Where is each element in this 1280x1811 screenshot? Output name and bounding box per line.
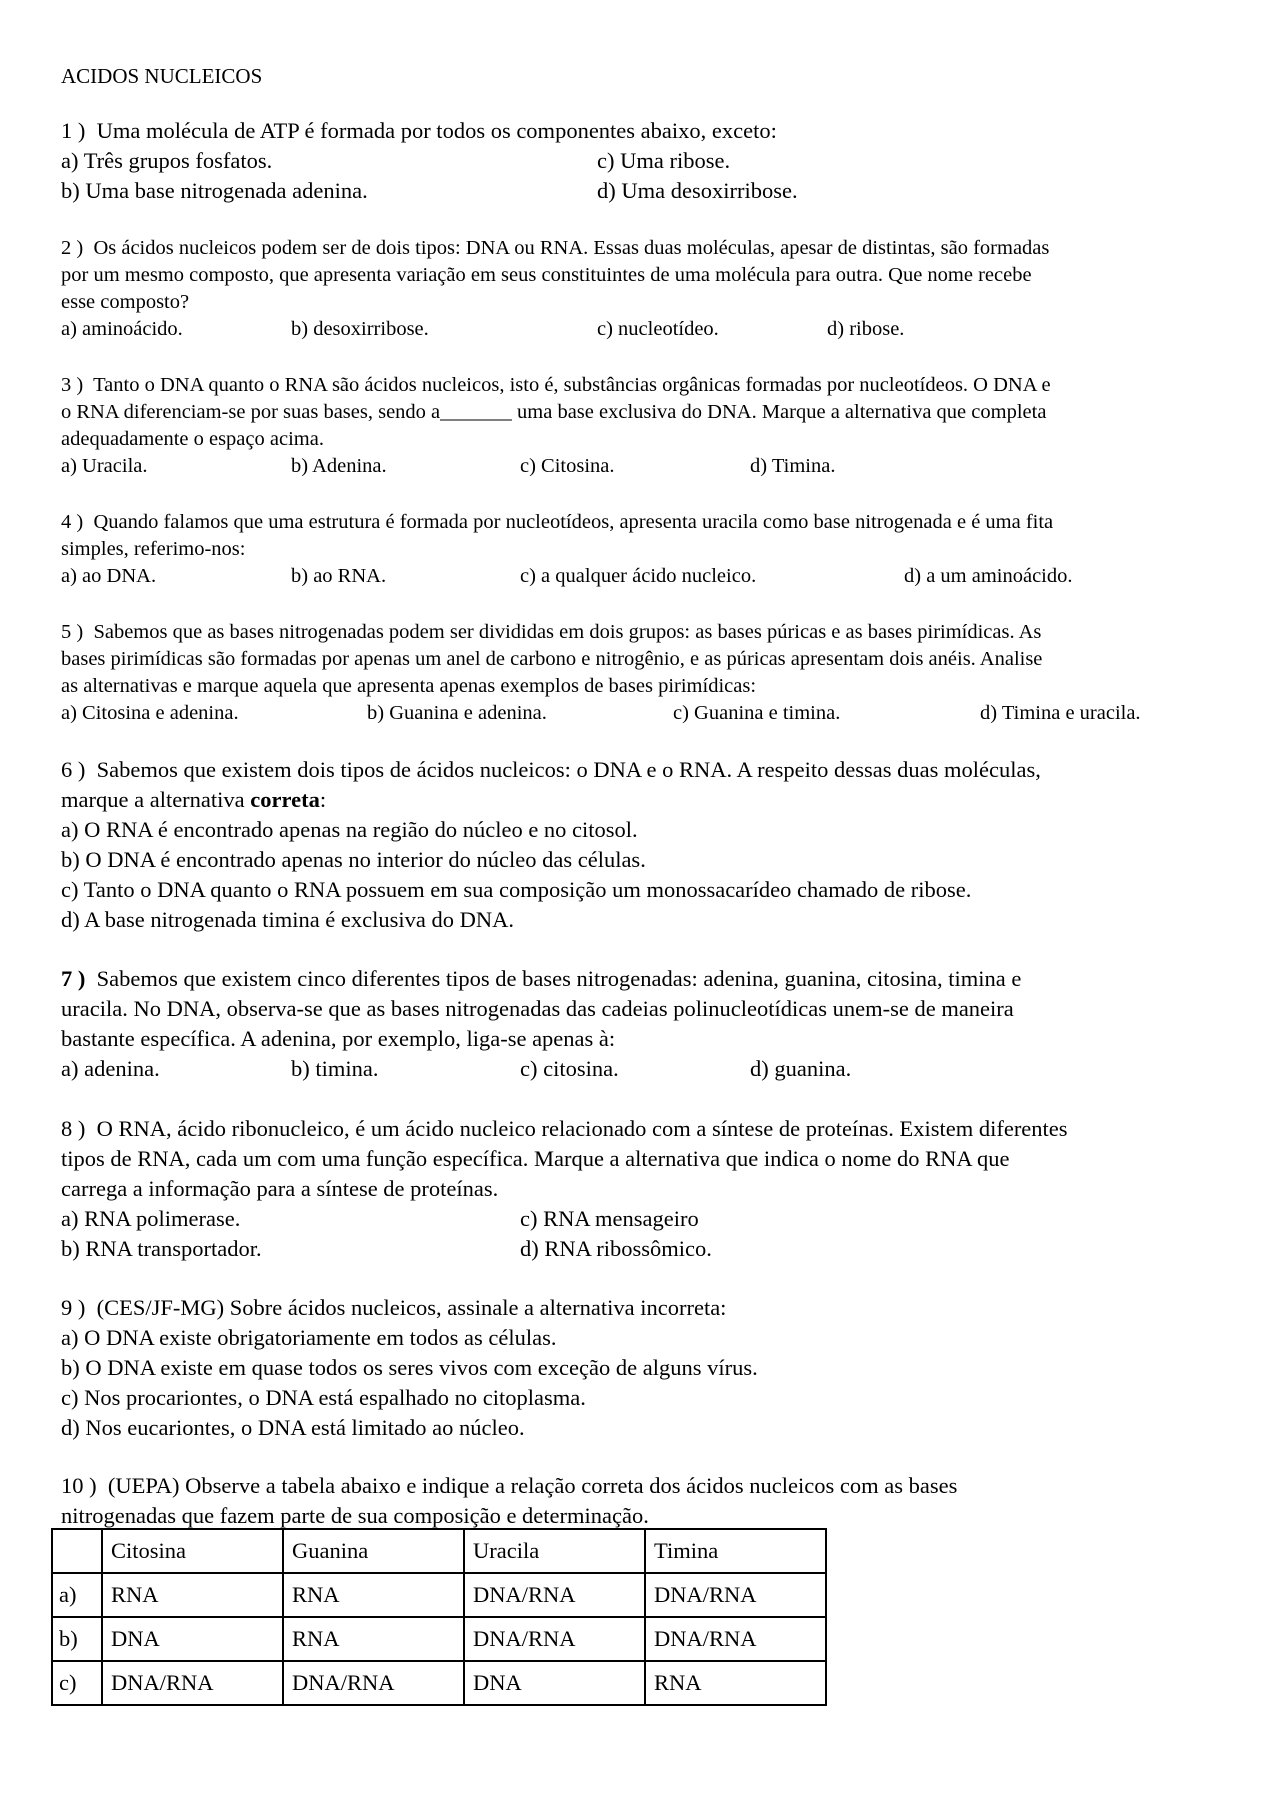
question-text: por um mesmo composto, que apresenta variação em seus constituintes de uma molécula para outra. Que nome recebe <box>61 264 1032 286</box>
question-4 <box>61 509 1231 590</box>
question-text: Quando falamos que uma estrutura é formada por nucleotídeos, apresenta uracila como base nitrogenada e é uma fita <box>93 511 1054 533</box>
question-number: 10 ) <box>61 1473 97 1498</box>
emphasis-correta: correta <box>250 787 320 812</box>
question-text: O RNA, ácido ribonucleico, é um ácido nucleico relacionado com a síntese de proteínas. Existem diferentes <box>96 1116 1068 1141</box>
question-stem <box>61 1114 1231 1144</box>
options-row <box>61 146 1231 176</box>
option-a: a) ao DNA. <box>61 565 157 587</box>
question-text: Sabemos que existem cinco diferentes tipos de bases nitrogenadas: adenina, guanina, citosina, timina e <box>96 966 1022 991</box>
table-cell: DNA/RNA <box>464 1573 645 1617</box>
option-c: c) Nos procariontes, o DNA está espalhado no citoplasma. <box>61 1385 586 1410</box>
option-b: b) timina. <box>291 1056 379 1081</box>
question-text: (CES/JF-MG) Sobre ácidos nucleicos, assinale a alternativa incorreta: <box>96 1295 727 1320</box>
question-6 <box>61 755 1231 935</box>
question-9 <box>61 1293 1231 1443</box>
options-row <box>61 1204 1231 1234</box>
question-text: carrega a informação para a síntese de proteínas. <box>61 1176 499 1201</box>
question-10 <box>61 1471 1231 1531</box>
question-text <box>61 785 1231 815</box>
table-cell: a) <box>52 1573 102 1617</box>
option-c: c) RNA mensageiro <box>520 1206 699 1231</box>
question-2 <box>61 235 1231 343</box>
question-text-part: marque a alternativa <box>61 787 251 812</box>
option-b: b) desoxirribose. <box>291 318 429 340</box>
table-header-cell: Citosina <box>102 1529 283 1573</box>
question-stem <box>61 1471 1231 1501</box>
option-a: a) O RNA é encontrado apenas na região do núcleo e no citosol. <box>61 817 638 842</box>
options-row <box>61 316 1231 343</box>
question-number: 8 ) <box>61 1116 86 1141</box>
option-a: a) Citosina e adenina. <box>61 702 239 724</box>
table-row <box>52 1617 826 1661</box>
option-d: d) RNA ribossômico. <box>520 1236 712 1261</box>
option-b: b) RNA transportador. <box>61 1236 262 1261</box>
option-d: d) a um aminoácido. <box>904 565 1073 587</box>
question-text: (UEPA) Observe a tabela abaixo e indique a relação correta dos ácidos nucleicos com as bases <box>107 1473 958 1498</box>
question-text: esse composto? <box>61 291 190 313</box>
option-a: a) aminoácido. <box>61 318 183 340</box>
question-7 <box>61 964 1231 1084</box>
question-text: tipos de RNA, cada um com uma função específica. Marque a alternativa que indica o nome do RNA que <box>61 1146 1010 1171</box>
table-cell: DNA/RNA <box>102 1661 283 1705</box>
question-1 <box>61 116 1231 206</box>
question-number: 9 ) <box>61 1295 86 1320</box>
question-number: 4 ) <box>61 511 84 533</box>
question-number: 5 ) <box>61 621 84 643</box>
option-d: d) Uma desoxirribose. <box>597 178 798 203</box>
question-text: Os ácidos nucleicos podem ser de dois tipos: DNA ou RNA. Essas duas moléculas, apesar de distintas, são formadas <box>93 237 1050 259</box>
page-title: ACIDOS NUCLEICOS <box>61 64 263 88</box>
table-row <box>52 1661 826 1705</box>
table-cell: RNA <box>645 1661 826 1705</box>
question-stem <box>61 755 1231 785</box>
table-cell: b) <box>52 1617 102 1661</box>
options-row <box>61 700 1231 727</box>
option-d: d) Timina. <box>750 455 836 477</box>
question-number: 2 ) <box>61 237 84 259</box>
option-b: b) Uma base nitrogenada adenina. <box>61 178 368 203</box>
question-text: Uma molécula de ATP é formada por todos os componentes abaixo, exceto: <box>96 118 777 143</box>
question-text: o RNA diferenciam-se por suas bases, sendo a_______ uma base exclusiva do DNA. Marque a alternativa que completa <box>61 401 1047 423</box>
question-text: Sabemos que as bases nitrogenadas podem ser divididas em dois grupos: as bases púricas e as bases pirimídicas. As <box>93 621 1042 643</box>
option-b: b) ao RNA. <box>291 565 387 587</box>
question-text: Sabemos que existem dois tipos de ácidos nucleicos: o DNA e o RNA. A respeito dessas duas moléculas, <box>96 757 1041 782</box>
option-d: d) Timina e uracila. <box>980 702 1141 724</box>
question-text: nitrogenadas que fazem parte de sua composição e determinação. <box>61 1503 649 1528</box>
table-header-cell: Guanina <box>283 1529 464 1573</box>
option-b: b) O DNA existe em quase todos os seres vivos com exceção de alguns vírus. <box>61 1355 758 1380</box>
question-text: as alternativas e marque aquela que apresenta apenas exemplos de bases pirimídicas: <box>61 675 757 697</box>
question-text: uracila. No DNA, observa-se que as bases nitrogenadas das cadeias polinucleotídicas unem-se de maneira <box>61 996 1014 1021</box>
question-stem <box>61 116 1231 146</box>
option-b: b) Guanina e adenina. <box>367 702 547 724</box>
option-a: a) Três grupos fosfatos. <box>61 148 273 173</box>
table-cell: DNA <box>102 1617 283 1661</box>
option-a: a) O DNA existe obrigatoriamente em todos as células. <box>61 1325 557 1350</box>
option-a: a) RNA polimerase. <box>61 1206 241 1231</box>
table-cell: DNA/RNA <box>645 1573 826 1617</box>
question-number: 6 ) <box>61 757 86 782</box>
table-cell: DNA <box>464 1661 645 1705</box>
question-text: bastante específica. A adenina, por exemplo, liga-se apenas à: <box>61 1026 616 1051</box>
question-stem <box>61 372 1231 399</box>
table-cell: c) <box>52 1661 102 1705</box>
option-d: d) ribose. <box>827 318 905 340</box>
table-cell: DNA/RNA <box>283 1661 464 1705</box>
option-c: c) Guanina e timina. <box>673 702 841 724</box>
question-text: adequadamente o espaço acima. <box>61 428 324 450</box>
table-header-row <box>52 1529 826 1573</box>
question-stem <box>61 619 1231 646</box>
question-text-part: : <box>319 787 327 812</box>
option-d: d) A base nitrogenada timina é exclusiva do DNA. <box>61 907 515 932</box>
question-stem <box>61 509 1231 536</box>
option-d: d) guanina. <box>750 1056 852 1081</box>
option-c: c) Citosina. <box>520 455 615 477</box>
table-header-cell: Uracila <box>464 1529 645 1573</box>
question-number: 1 ) <box>61 118 86 143</box>
question-5 <box>61 619 1231 727</box>
answer-table <box>51 1528 827 1706</box>
option-c: c) Tanto o DNA quanto o RNA possuem em sua composição um monossacarídeo chamado de ribose. <box>61 877 972 902</box>
options-row <box>61 563 1231 590</box>
question-stem <box>61 964 1231 994</box>
table-cell: DNA/RNA <box>645 1617 826 1661</box>
question-number: 7 ) <box>61 966 86 991</box>
question-8 <box>61 1114 1231 1264</box>
table-cell: RNA <box>102 1573 283 1617</box>
table-cell: RNA <box>283 1573 464 1617</box>
table-cell: RNA <box>283 1617 464 1661</box>
question-text: simples, referimo-nos: <box>61 538 246 560</box>
table-header-cell: Timina <box>645 1529 826 1573</box>
option-c: c) Uma ribose. <box>597 148 731 173</box>
options-row <box>61 1234 1231 1264</box>
table-header-cell <box>52 1529 102 1573</box>
option-b: b) Adenina. <box>291 455 387 477</box>
question-3 <box>61 372 1231 480</box>
options-row <box>61 176 1231 206</box>
options-row <box>61 453 1231 480</box>
question-stem <box>61 1293 1231 1323</box>
option-d: d) Nos eucariontes, o DNA está limitado ao núcleo. <box>61 1415 525 1440</box>
option-c: c) nucleotídeo. <box>597 318 719 340</box>
option-a: a) Uracila. <box>61 455 148 477</box>
question-number: 3 ) <box>61 374 84 396</box>
table-cell: DNA/RNA <box>464 1617 645 1661</box>
option-c: c) citosina. <box>520 1056 619 1081</box>
question-stem <box>61 235 1231 262</box>
question-text: bases pirimídicas são formadas por apenas um anel de carbono e nitrogênio, e as púricas apresentam dois anéis. Analise <box>61 648 1043 670</box>
question-text: Tanto o DNA quanto o RNA são ácidos nucleicos, isto é, substâncias orgânicas formadas por nucleotídeos. O DNA e <box>93 374 1051 396</box>
options-row <box>61 1054 1231 1084</box>
option-b: b) O DNA é encontrado apenas no interior do núcleo das células. <box>61 847 646 872</box>
table-row <box>52 1573 826 1617</box>
option-a: a) adenina. <box>61 1056 160 1081</box>
option-c: c) a qualquer ácido nucleico. <box>520 565 757 587</box>
